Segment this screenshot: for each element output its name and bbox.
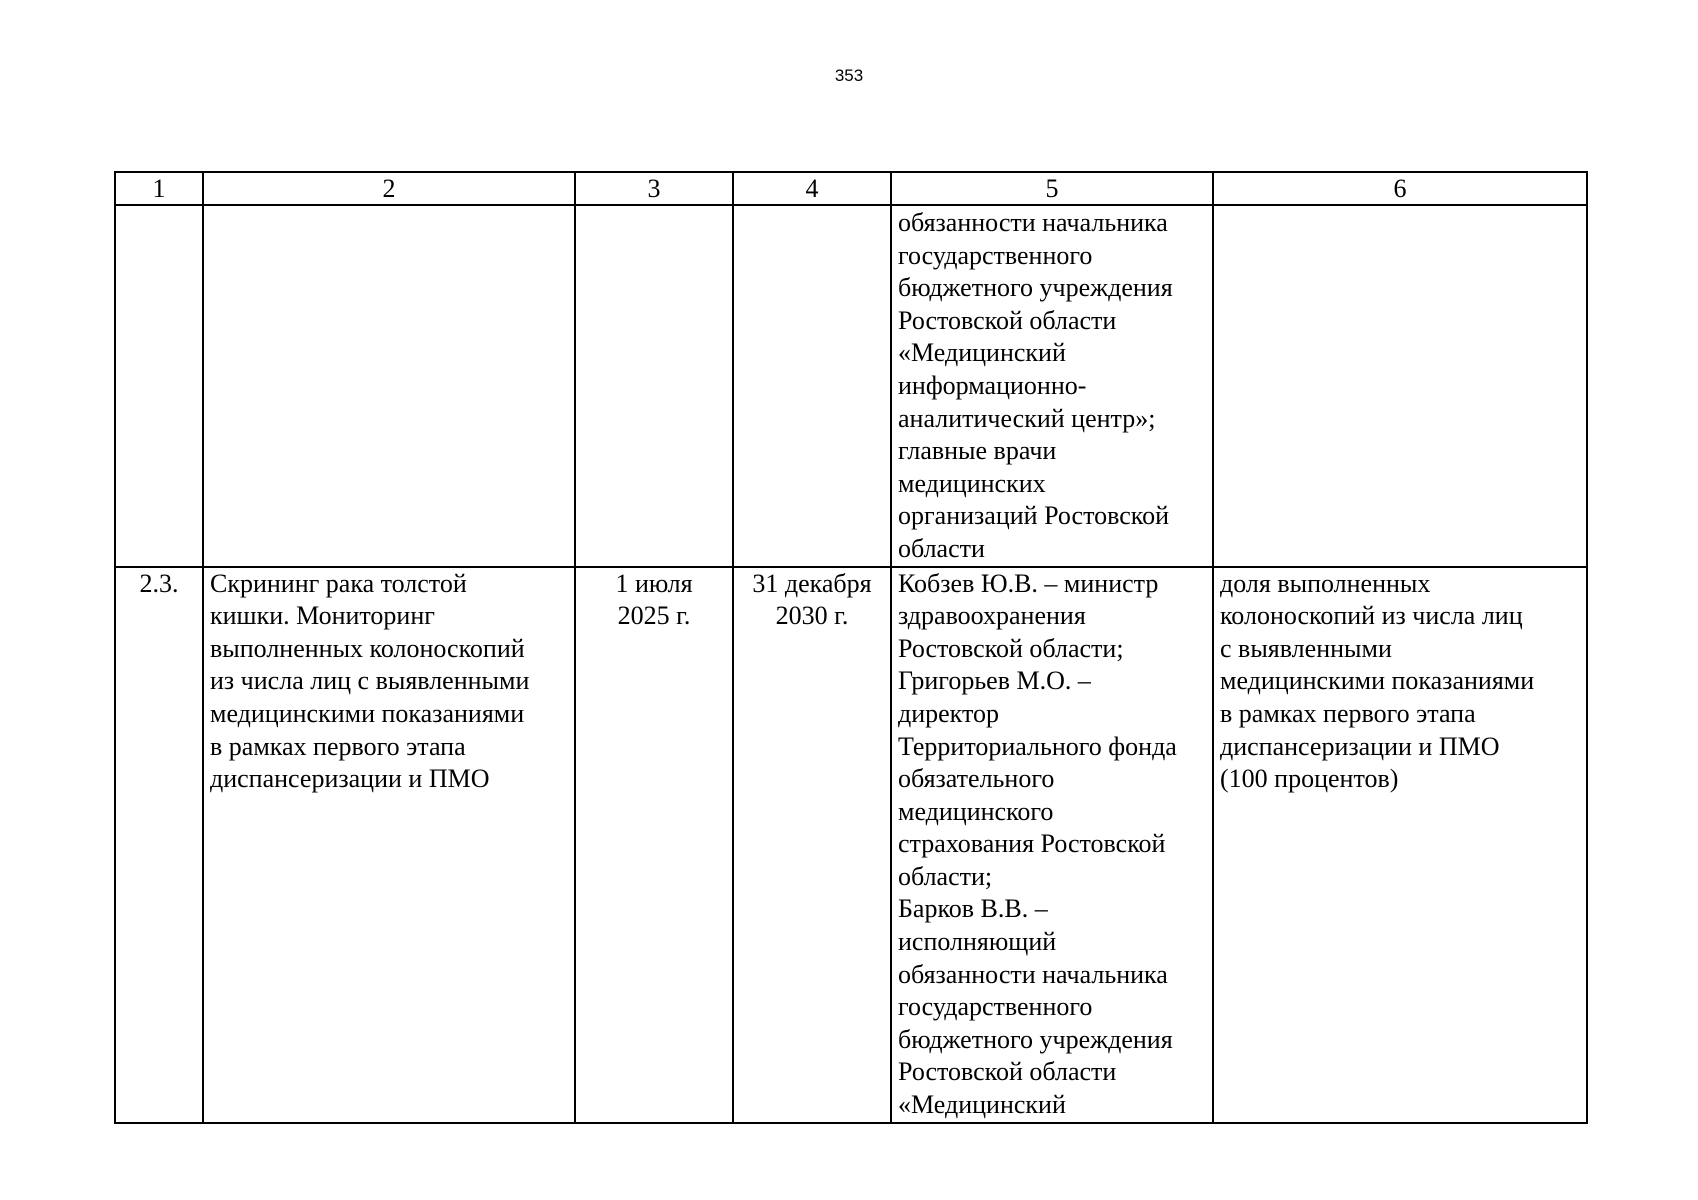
table-row <box>115 567 1587 1123</box>
measures-table <box>114 171 1588 1124</box>
indicator-cell: доля выполненных колоноскопий из числа лиц с выявленными медицинскими показаниями в рамках первого этапа диспансеризации и ПМО (100 процентов) <box>1213 567 1587 1123</box>
column-header: 6 <box>1213 172 1587 205</box>
row-number-cell: 2.3. <box>115 567 203 1123</box>
column-header: 3 <box>575 172 733 205</box>
start-date-cell: 1 июля 2025 г. <box>575 567 733 1123</box>
column-header: 1 <box>115 172 203 205</box>
measure-cell <box>203 205 575 567</box>
column-header: 2 <box>203 172 575 205</box>
column-header: 5 <box>891 172 1213 205</box>
responsible-cell: обязанности начальника государственного бюджетного учреждения Ростовской области «Медицинский информационно- аналитический центр»; главные врачи медицинских организаций Ростовской области <box>891 205 1213 567</box>
row-number-cell <box>115 205 203 567</box>
column-header: 4 <box>733 172 891 205</box>
table-header-row <box>115 172 1587 205</box>
end-date-cell <box>733 205 891 567</box>
page-number: 353 <box>834 66 864 85</box>
responsible-cell: Кобзев Ю.В. – министр здравоохранения Ростовской области; Григорьев М.О. – директор Территориального фонда обязательного медицинского страхования Ростовской области; Барков В.В. – исполняющий обязанности начальника государственного бюджетного учреждения Ростовской области «Медицинский <box>891 567 1213 1123</box>
table-row <box>115 205 1587 567</box>
end-date-cell: 31 декабря 2030 г. <box>733 567 891 1123</box>
start-date-cell <box>575 205 733 567</box>
measure-cell: Скрининг рака толстой кишки. Мониторинг выполненных колоноскопий из числа лиц с выявленными медицинскими показаниями в рамках первого этапа диспансеризации и ПМО <box>203 567 575 1123</box>
indicator-cell <box>1213 205 1587 567</box>
